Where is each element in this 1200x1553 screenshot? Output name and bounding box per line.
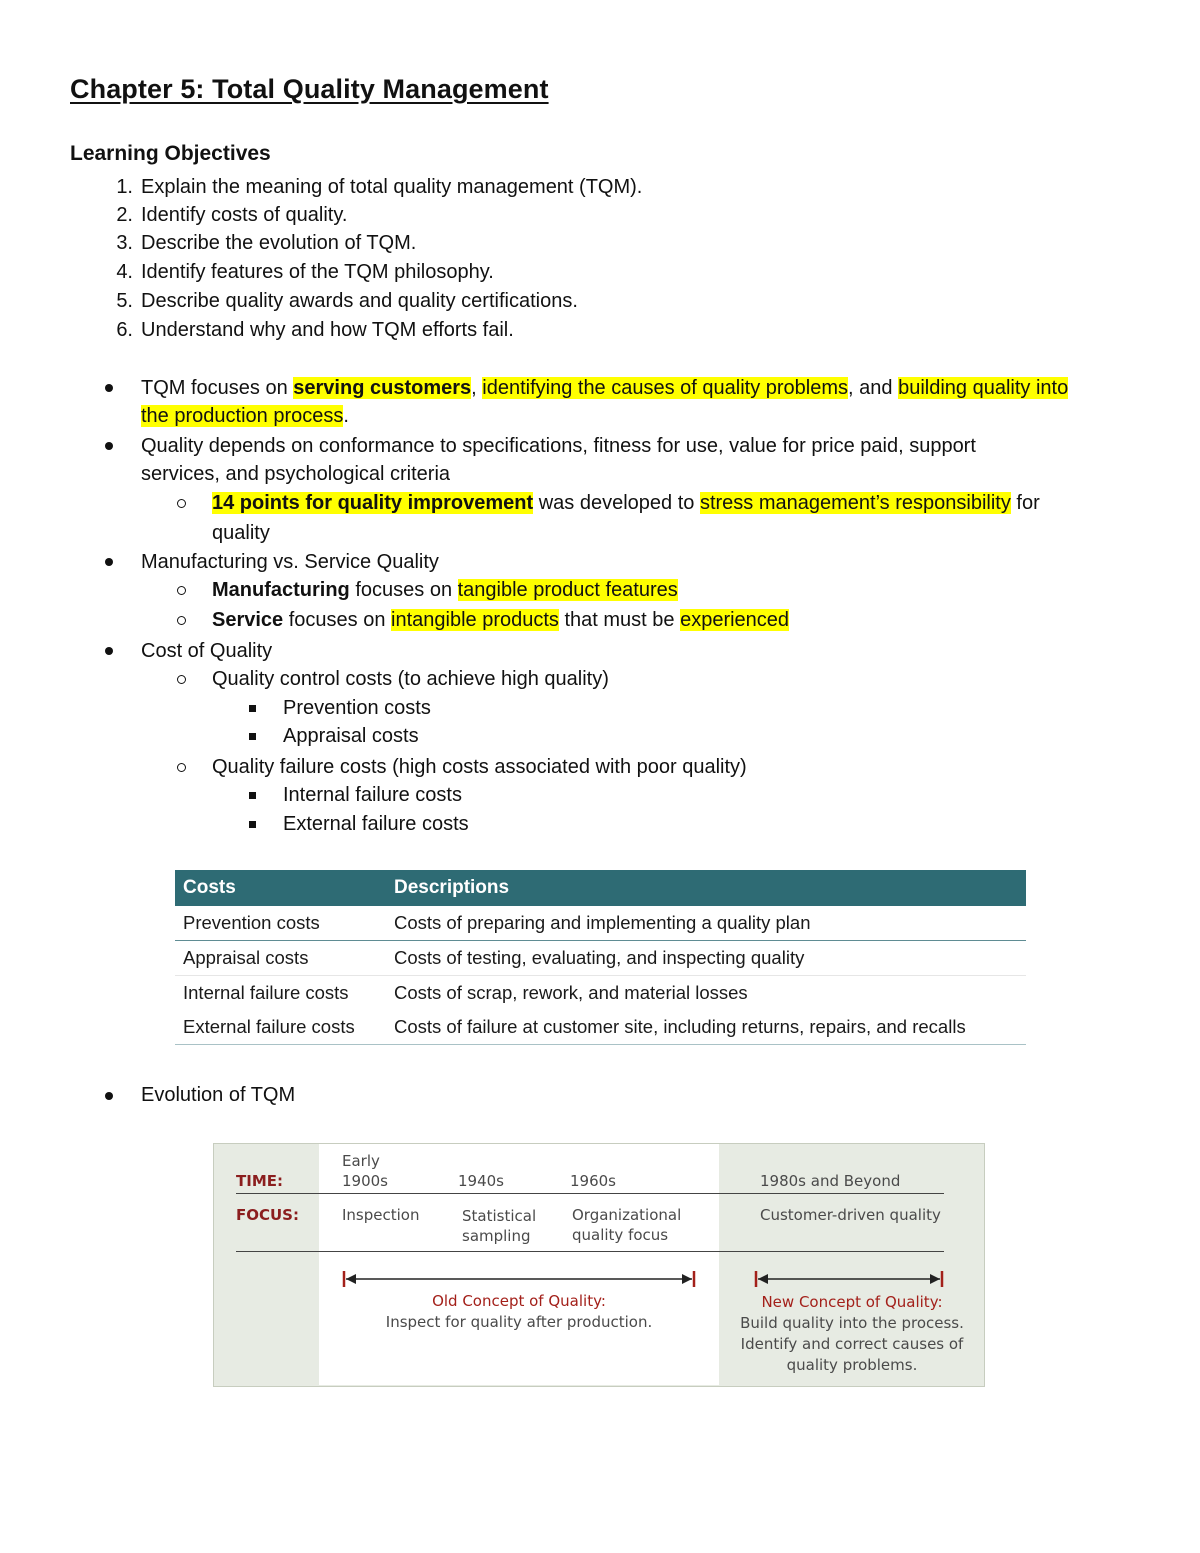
manufacturing-line: Manufacturing focuses on tangible product features (212, 579, 678, 601)
circle-bullet-icon (177, 586, 186, 595)
list-text: Identify features of the TQM philosophy. (141, 261, 494, 283)
tqm-focus-line-1: TQM focuses on serving customers, identifying the causes of quality problems, and building quality into (141, 377, 1069, 399)
list-text: Describe quality awards and quality certifications. (141, 290, 578, 312)
cost-of-quality-table (175, 870, 1026, 1045)
focus-sampling: sampling (462, 1227, 531, 1245)
list-number: 5. (116, 290, 133, 312)
list-text: Understand why and how TQM efforts fail. (141, 319, 514, 341)
focus-statistical: Statistical (462, 1207, 537, 1225)
tqm-focus-line-2: the production process. (141, 405, 349, 427)
table-cell: Costs of scrap, rework, and material losses (394, 982, 748, 1003)
table-cell: Internal failure costs (183, 982, 349, 1003)
focus-organizational: Organizational (572, 1206, 682, 1224)
table-header-row (175, 870, 1026, 906)
bullet-icon (105, 558, 113, 566)
focus-inspection: Inspection (342, 1206, 420, 1224)
square-bullet-icon (249, 792, 256, 799)
prevention-costs-item: Prevention costs (283, 697, 431, 719)
table-row (175, 1010, 1026, 1045)
list-number: 4. (116, 261, 133, 283)
table-cell: Appraisal costs (175, 941, 386, 976)
divider (236, 1193, 944, 1194)
old-concept-title: Old Concept of Quality: (432, 1292, 606, 1310)
time-early: Early (342, 1152, 380, 1170)
quality-depends-line-2: services, and psychological criteria (141, 463, 451, 485)
column-header: Descriptions (386, 870, 1026, 906)
bullet-icon (105, 1092, 113, 1100)
fourteen-points-line-2: quality (212, 522, 270, 544)
time-1980s-beyond: 1980s and Beyond (760, 1172, 901, 1190)
new-concept-title: New Concept of Quality: (761, 1293, 943, 1311)
bullet-icon (105, 647, 113, 655)
new-concept-text-3: quality problems. (786, 1356, 918, 1374)
table-cell: Costs of preparing and implementing a quality plan (386, 906, 1026, 941)
internal-failure-item: Internal failure costs (283, 784, 462, 806)
list-number: 3. (116, 232, 133, 254)
control-costs-line: Quality control costs (to achieve high quality) (212, 668, 609, 690)
learning-objectives-heading: Learning Objectives (70, 142, 271, 165)
time-1960s: 1960s (570, 1172, 616, 1190)
focus-quality-focus: quality focus (572, 1226, 669, 1244)
time-1900s: 1900s (342, 1172, 388, 1190)
bullet-icon (105, 384, 113, 392)
fourteen-points-line-1: 14 points for quality improvement was developed to stress management’s responsibility for (212, 492, 1040, 514)
failure-costs-line: Quality failure costs (high costs associated with poor quality) (212, 756, 747, 778)
circle-bullet-icon (177, 675, 186, 684)
square-bullet-icon (249, 733, 256, 740)
table-row (175, 906, 1026, 941)
circle-bullet-icon (177, 763, 186, 772)
table-cell: Costs of failure at customer site, including returns, repairs, and recalls (386, 1010, 1026, 1045)
time-label: TIME: (236, 1172, 283, 1190)
evolution-of-tqm-figure (213, 1143, 985, 1387)
evolution-heading: Evolution of TQM (141, 1084, 296, 1106)
quality-depends-line-1: Quality depends on conformance to specifications, fitness for use, value for price paid, support (141, 435, 976, 457)
old-concept-arrow-icon (340, 1267, 700, 1291)
list-text: Explain the meaning of total quality management (TQM). (141, 176, 643, 198)
table-cell: Prevention costs (175, 906, 386, 941)
bullet-icon (105, 442, 113, 450)
square-bullet-icon (249, 821, 256, 828)
new-concept-text-2: Identify and correct causes of (740, 1335, 964, 1353)
table-row (175, 941, 1026, 976)
circle-bullet-icon (177, 499, 186, 508)
service-line: Service focuses on intangible products that must be experienced (212, 609, 790, 631)
external-failure-item: External failure costs (283, 813, 469, 835)
column-header: Costs (175, 870, 386, 906)
focus-customer-driven: Customer-driven quality (760, 1206, 941, 1224)
circle-bullet-icon (177, 616, 186, 625)
old-concept-text: Inspect for quality after production. (385, 1313, 653, 1331)
page-title: Chapter 5: Total Quality Management (70, 74, 549, 104)
appraisal-costs-item: Appraisal costs (283, 725, 419, 747)
table-row (175, 976, 1026, 1011)
new-concept-arrow-icon (752, 1267, 948, 1291)
table-cell: Costs of testing, evaluating, and inspecting quality (386, 941, 1026, 976)
list-number: 1. (116, 176, 133, 198)
time-1940s: 1940s (458, 1172, 504, 1190)
list-number: 6. (116, 319, 133, 341)
cost-of-quality-heading: Cost of Quality (141, 640, 273, 662)
list-number: 2. (116, 204, 133, 226)
table-cell: External failure costs (175, 1010, 386, 1045)
new-concept-text-1: Build quality into the process. (740, 1314, 964, 1332)
list-text: Describe the evolution of TQM. (141, 232, 417, 254)
square-bullet-icon (249, 705, 256, 712)
mfg-vs-service-heading: Manufacturing vs. Service Quality (141, 551, 439, 573)
list-text: Identify costs of quality. (141, 204, 348, 226)
focus-label: FOCUS: (236, 1206, 299, 1224)
divider (236, 1251, 944, 1252)
